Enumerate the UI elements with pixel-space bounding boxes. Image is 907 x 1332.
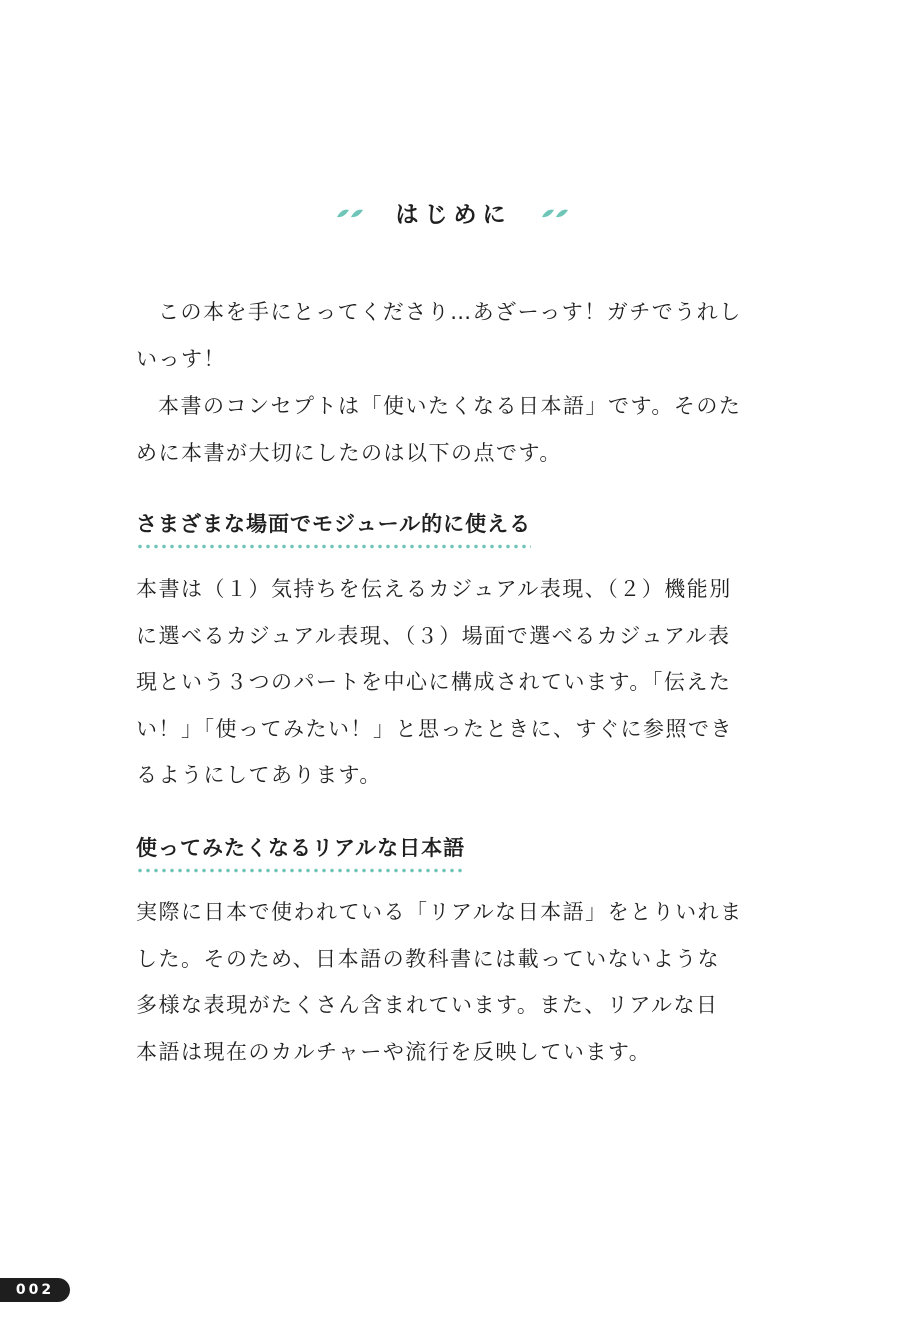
text-line: この本を手にとってくださり…あざーっす！ガチでうれし	[158, 300, 742, 324]
section-1-body	[136, 566, 766, 799]
page-title-block	[0, 196, 907, 229]
text-line: るようにしてあります。	[136, 763, 382, 787]
page-title: はじめに	[395, 202, 512, 228]
text-line: 現という３つのパートを中心に構成されています。「伝えた	[136, 670, 732, 694]
text-line: に選べるカジュアル表現、（３）場面で選べるカジュアル表	[136, 623, 731, 648]
dotted-underline	[136, 868, 465, 873]
text-line: 本書のコンセプトは「使いたくなる日本語」です。そのた	[158, 394, 742, 418]
text-line: 実際に日本で使われている「リアルな日本語」をとりいれま	[136, 900, 743, 924]
text-line: した。そのため、日本語の教科書には載っていないような	[136, 946, 721, 971]
leaf-ornament-left-icon	[335, 206, 367, 220]
page-number: 002	[15, 1282, 55, 1298]
dotted-underline	[136, 544, 531, 549]
section-2-body	[136, 889, 766, 1075]
intro-paragraph-2	[136, 383, 766, 476]
section-heading-2: 使ってみたくなるリアルな日本語	[136, 832, 465, 869]
text-line: 本書は（１）気持ちを伝えるカジュアル表現、（２）機能別	[136, 577, 732, 601]
text-line: いっす！	[136, 346, 226, 371]
page-number-badge	[0, 1278, 70, 1302]
text-line: 本語は現在のカルチャーや流行を反映しています。	[136, 1039, 652, 1064]
section-heading-1: さまざまな場面でモジュール的に使える	[136, 508, 531, 545]
text-line: めに本書が大切にしたのは以下の点です。	[136, 440, 562, 465]
text-line: い！」「使ってみたい！」と思ったときに、すぐに参照でき	[136, 716, 733, 741]
leaf-ornament-right-icon	[540, 206, 572, 220]
intro-paragraph-1	[136, 289, 766, 382]
text-line: 多様な表現がたくさん含まれています。また、リアルな日	[136, 993, 719, 1017]
